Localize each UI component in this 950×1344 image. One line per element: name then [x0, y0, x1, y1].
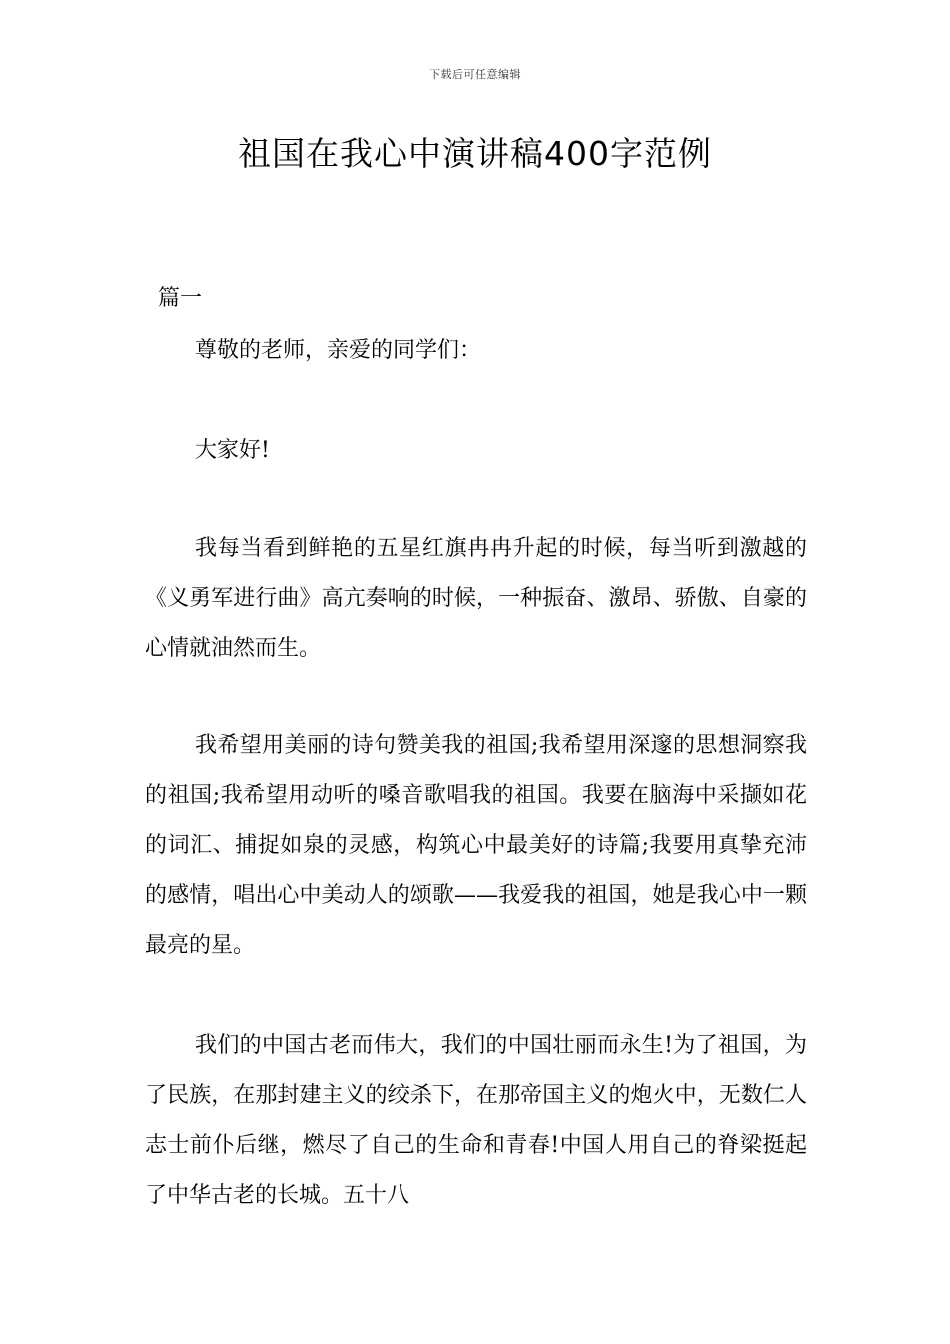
- hello-paragraph: 大家好!: [195, 438, 270, 463]
- body-paragraph: 我们的中国古老而伟大，我们的中国壮丽而永生!为了祖国，为了民族，在那封建主义的绞杀下，在那帝国主义的炮火中，无数仁人志士前仆后继，燃尽了自己的生命和青春!中国人用自己的脊梁挺起了中华古老的长城。五十八: [145, 1033, 807, 1208]
- section-label: 篇一: [158, 286, 203, 311]
- document-title: 祖国在我心中演讲稿400字范例: [238, 134, 712, 173]
- body-paragraph: 我希望用美丽的诗句赞美我的祖国;我希望用深邃的思想洞察我的祖国;我希望用动听的嗓音歌唱我的祖国。我要在脑海中采撷如花的词汇、捕捉如泉的灵感，构筑心中最美好的诗篇;我要用真挚充沛的感情，唱出心中美动人的颂歌——我爱我的祖国，她是我心中一颗最亮的星。: [145, 733, 807, 958]
- greeting-paragraph: 尊敬的老师，亲爱的同学们：: [195, 338, 482, 363]
- body-paragraph: 我每当看到鲜艳的五星红旗冉冉升起的时候，每当听到激越的《义勇军进行曲》高亢奏响的时候，一种振奋、激昂、骄傲、自豪的心情就油然而生。: [145, 536, 807, 661]
- header-note: 下载后可任意编辑: [429, 68, 521, 81]
